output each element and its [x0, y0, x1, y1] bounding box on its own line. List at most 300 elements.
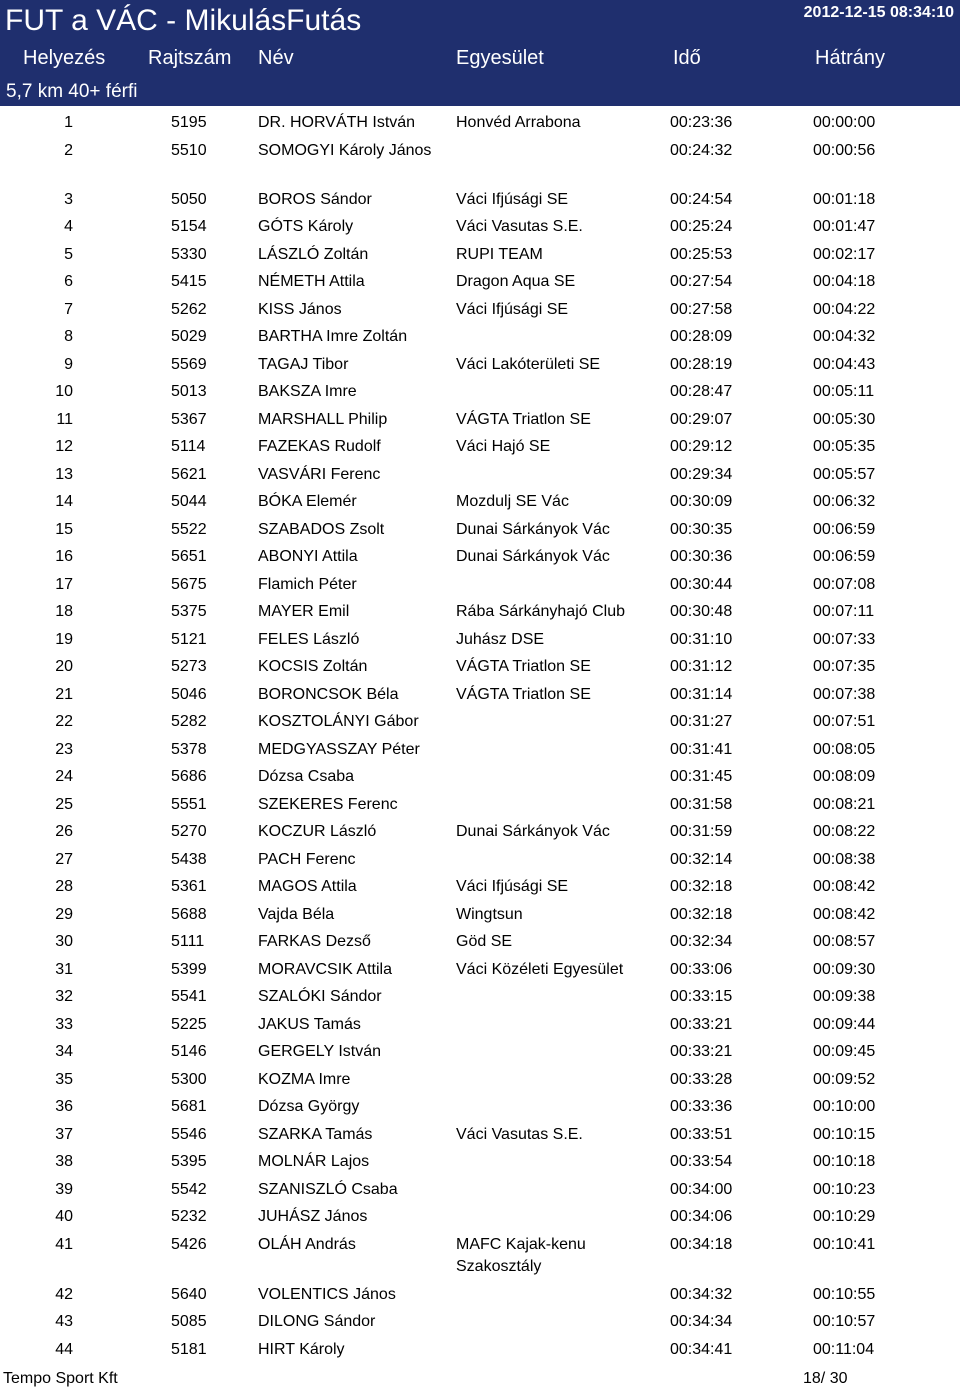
table-row	[0, 1280, 960, 1308]
time-cell: 00:29:07	[670, 410, 733, 428]
position-cell: 11	[56, 410, 73, 428]
table-row	[0, 790, 960, 818]
name-cell: PACH Ferenc	[258, 850, 356, 868]
time-cell: 00:23:36	[670, 114, 733, 131]
club-cell: Mozdulj SE Vác	[456, 493, 569, 510]
position-cell: 34	[55, 1043, 73, 1060]
time-cell: 00:31:58	[670, 795, 733, 813]
table-row	[0, 460, 960, 488]
gap-cell: 00:08:57	[813, 933, 876, 950]
bib-cell: 5510	[171, 141, 207, 159]
name-cell: SZALÓKI Sándor	[258, 988, 382, 1005]
gap-cell: 00:10:18	[813, 1153, 876, 1170]
name-cell: NÉMETH Attila	[258, 273, 365, 290]
table-row	[0, 900, 960, 928]
name-cell: KISS János	[258, 300, 342, 318]
gap-cell: 00:08:05	[813, 740, 876, 758]
table-row	[0, 405, 960, 433]
gap-cell: 00:05:11	[813, 383, 875, 400]
bib-cell: 5195	[171, 114, 207, 131]
position-cell: 18	[55, 603, 73, 620]
position-cell: 35	[55, 1070, 73, 1088]
gap-cell: 00:11:04	[813, 1340, 875, 1358]
table-row	[0, 542, 960, 570]
time-cell: 00:33:28	[670, 1070, 733, 1088]
position-cell: 36	[55, 1098, 73, 1115]
header-bar	[0, 0, 960, 106]
name-cell: MAGOS Attila	[258, 878, 357, 895]
gap-cell: 00:01:47	[813, 218, 876, 235]
table-row	[0, 845, 960, 873]
table-row	[0, 487, 960, 515]
table-row	[0, 982, 960, 1010]
table-row	[0, 1037, 960, 1065]
bib-cell: 5111	[171, 933, 205, 950]
bib-cell: 5046	[171, 685, 207, 703]
position-cell: 40	[55, 1208, 73, 1225]
table-row	[0, 1175, 960, 1203]
position-cell: 25	[55, 795, 73, 813]
time-cell: 00:33:54	[670, 1153, 733, 1170]
club-cell: Váci Vasutas S.E.	[456, 218, 583, 235]
gap-cell: 00:06:32	[813, 493, 876, 510]
bib-cell: 5415	[171, 273, 207, 290]
bib-cell: 5438	[171, 850, 207, 868]
bib-cell: 5273	[171, 658, 207, 675]
position-cell: 1	[64, 114, 73, 131]
name-cell: SZABADOS Zsolt	[258, 520, 385, 538]
gap-cell: 00:08:21	[813, 795, 876, 813]
footer-company: Tempo Sport Kft	[3, 1370, 118, 1387]
table-row	[0, 570, 960, 598]
bib-cell: 5522	[171, 520, 207, 538]
gap-cell: 00:09:52	[813, 1070, 876, 1088]
time-cell: 00:24:54	[670, 190, 733, 208]
gap-cell: 00:10:29	[813, 1208, 876, 1225]
gap-cell: 00:09:30	[813, 960, 876, 978]
club-cell: Dragon Aqua SE	[456, 273, 576, 290]
time-cell: 00:28:47	[670, 383, 733, 400]
column-header-time: Idő	[673, 47, 701, 69]
name-cell: KOZMA Imre	[258, 1070, 351, 1088]
table-row	[0, 350, 960, 378]
bib-cell: 5225	[171, 1015, 207, 1033]
time-cell: 00:28:19	[670, 355, 733, 373]
table-row	[0, 625, 960, 653]
column-header-name: Név	[258, 47, 294, 69]
bib-cell: 5378	[171, 740, 207, 758]
name-cell: HIRT Károly	[258, 1340, 345, 1358]
time-cell: 00:31:27	[670, 713, 733, 730]
gap-cell: 00:04:43	[813, 355, 876, 373]
gap-cell: 00:09:44	[813, 1015, 876, 1033]
name-cell: MORAVCSIK Attila	[258, 960, 392, 978]
position-cell: 41	[55, 1235, 73, 1253]
time-cell: 00:34:34	[670, 1313, 733, 1330]
gap-cell: 00:10:23	[813, 1180, 876, 1198]
club-cell: Dunai Sárkányok Vác	[456, 548, 610, 565]
position-cell: 24	[55, 768, 73, 785]
bib-cell: 5546	[171, 1125, 207, 1143]
gap-cell: 00:01:18	[813, 190, 876, 208]
name-cell: SZARKA Tamás	[258, 1125, 373, 1143]
gap-cell: 00:08:42	[813, 905, 876, 923]
time-cell: 00:31:10	[670, 630, 733, 648]
time-cell: 00:31:14	[670, 685, 733, 703]
position-cell: 33	[55, 1015, 73, 1033]
gap-cell: 00:07:38	[813, 685, 876, 703]
position-cell: 14	[55, 493, 73, 510]
table-row	[0, 267, 960, 295]
position-cell: 6	[64, 273, 73, 290]
time-cell: 00:29:12	[670, 438, 733, 455]
time-cell: 00:33:15	[670, 988, 733, 1005]
table-row	[0, 515, 960, 543]
name-cell: KOSZTOLÁNYI Gábor	[258, 713, 419, 730]
position-cell: 23	[55, 740, 73, 758]
bib-cell: 5367	[171, 410, 207, 428]
time-cell: 00:32:34	[670, 933, 733, 950]
table-row	[0, 817, 960, 845]
bib-cell: 5085	[171, 1313, 207, 1330]
name-cell: BÓKA Elemér	[258, 493, 357, 510]
gap-cell: 00:00:00	[813, 114, 876, 131]
gap-cell: 00:07:35	[813, 658, 876, 675]
time-cell: 00:30:09	[670, 493, 733, 510]
position-cell: 26	[55, 823, 73, 840]
name-cell: TAGAJ Tibor	[258, 355, 349, 373]
gap-cell: 00:10:00	[813, 1098, 876, 1115]
table-row	[0, 1147, 960, 1175]
gap-cell: 00:08:22	[813, 823, 876, 840]
position-cell: 13	[55, 465, 73, 483]
position-cell: 7	[64, 300, 73, 318]
gap-cell: 00:06:59	[813, 520, 876, 538]
club-cell: Juhász DSE	[456, 630, 545, 648]
position-cell: 4	[64, 218, 73, 235]
name-cell: SOMOGYI Károly János	[258, 141, 432, 159]
gap-cell: 00:07:51	[813, 713, 876, 730]
time-cell: 00:31:45	[670, 768, 733, 785]
name-cell: JUHÁSZ János	[258, 1208, 368, 1225]
club-cell: Váci Ifjúsági SE	[456, 190, 569, 208]
position-cell: 22	[55, 713, 73, 730]
bib-cell: 5541	[171, 988, 207, 1005]
gap-cell: 00:04:22	[813, 300, 876, 318]
position-cell: 42	[55, 1285, 73, 1303]
club-cell: Váci Lakóterületi SE	[456, 355, 601, 373]
gap-cell: 00:08:42	[813, 878, 876, 895]
category-label: 5,7 km 40+ férfi	[6, 81, 138, 102]
time-cell: 00:30:36	[670, 548, 733, 565]
time-cell: 00:30:35	[670, 520, 733, 538]
name-cell: DR. HORVÁTH István	[258, 114, 416, 131]
bib-cell: 5282	[171, 713, 207, 730]
bib-cell: 5044	[171, 493, 207, 510]
bib-cell: 5050	[171, 190, 207, 208]
club-cell: VÁGTA Triatlon SE	[456, 410, 591, 428]
table-row	[0, 735, 960, 763]
gap-cell: 00:07:11	[813, 603, 875, 620]
time-cell: 00:31:12	[670, 658, 733, 675]
club-cell: Váci Vasutas S.E.	[456, 1125, 583, 1143]
gap-cell: 00:07:33	[813, 630, 876, 648]
time-cell: 00:27:58	[670, 300, 733, 318]
table-row	[0, 212, 960, 240]
time-cell: 00:25:53	[670, 245, 733, 263]
bib-cell: 5542	[171, 1180, 207, 1198]
bib-cell: 5330	[171, 245, 207, 263]
table-row	[0, 432, 960, 460]
bib-cell: 5681	[171, 1098, 207, 1115]
position-cell: 5	[64, 245, 73, 263]
timestamp: 2012-12-15 08:34:10	[803, 4, 954, 21]
bib-cell: 5232	[171, 1208, 207, 1225]
position-cell: 38	[55, 1153, 73, 1170]
position-cell: 30	[55, 933, 73, 950]
bib-cell: 5121	[171, 630, 207, 648]
results-table	[0, 108, 960, 1362]
page-title: FUT a VÁC - MikulásFutás	[5, 4, 362, 37]
position-cell: 3	[64, 190, 73, 208]
name-cell: JAKUS Tamás	[258, 1015, 361, 1033]
name-cell: GÓTS Károly	[258, 218, 354, 235]
bib-cell: 5395	[171, 1153, 207, 1170]
time-cell: 00:33:51	[670, 1125, 733, 1143]
club-cell: Göd SE	[456, 933, 513, 950]
position-cell: 44	[55, 1340, 73, 1358]
bib-cell: 5686	[171, 768, 207, 785]
position-cell: 27	[55, 850, 73, 868]
time-cell: 00:24:32	[670, 141, 733, 159]
bib-cell: 5270	[171, 823, 207, 840]
name-cell: KOCSIS Zoltán	[258, 658, 368, 675]
bib-cell: 5426	[171, 1235, 207, 1253]
club-cell: Váci Hajó SE	[456, 438, 551, 455]
table-row	[0, 1010, 960, 1038]
table-row	[0, 377, 960, 405]
bib-cell: 5181	[171, 1340, 207, 1358]
table-row	[0, 1307, 960, 1335]
position-cell: 21	[55, 685, 73, 703]
club-cell: RUPI TEAM	[456, 245, 543, 263]
name-cell: MOLNÁR Lajos	[258, 1153, 370, 1170]
club-cell: VÁGTA Triatlon SE	[456, 658, 591, 675]
name-cell: VOLENTICS János	[258, 1285, 396, 1303]
column-header-club: Egyesület	[456, 47, 544, 69]
position-cell: 9	[64, 355, 73, 373]
bib-cell: 5640	[171, 1285, 207, 1303]
time-cell: 00:34:41	[670, 1340, 733, 1358]
time-cell: 00:34:18	[670, 1235, 733, 1253]
time-cell: 00:31:59	[670, 823, 733, 840]
bib-cell: 5675	[171, 575, 207, 593]
name-cell: VASVÁRI Ferenc	[258, 465, 381, 483]
position-cell: 8	[64, 328, 73, 345]
name-cell: BORONCSOK Béla	[258, 685, 399, 703]
bib-cell: 5621	[171, 465, 207, 483]
gap-cell: 00:09:45	[813, 1043, 876, 1060]
table-row	[0, 872, 960, 900]
page-number: 18/ 30	[803, 1370, 848, 1387]
name-cell: ABONYI Attila	[258, 548, 358, 565]
bib-cell: 5262	[171, 300, 207, 318]
club-cell: Dunai Sárkányok Vác	[456, 520, 610, 538]
table-row	[0, 1120, 960, 1148]
gap-cell: 00:05:57	[813, 465, 876, 483]
club-cell: Váci Közéleti Egyesület	[456, 960, 624, 978]
gap-cell: 00:05:30	[813, 410, 876, 428]
position-cell: 32	[55, 988, 73, 1005]
position-cell: 17	[55, 575, 73, 593]
gap-cell: 00:10:41	[813, 1235, 876, 1253]
name-cell: OLÁH András	[258, 1235, 356, 1253]
time-cell: 00:31:41	[670, 740, 733, 758]
table-row	[0, 762, 960, 790]
position-cell: 2	[64, 141, 73, 159]
time-cell: 00:32:18	[670, 878, 733, 895]
club-cell: Dunai Sárkányok Vác	[456, 823, 610, 840]
name-cell: Dózsa György	[258, 1098, 360, 1115]
position-cell: 10	[55, 383, 73, 400]
table-row	[0, 185, 960, 213]
gap-cell: 00:04:18	[813, 273, 876, 290]
time-cell: 00:25:24	[670, 218, 733, 235]
position-cell: 12	[55, 438, 73, 455]
position-cell: 31	[55, 960, 73, 978]
gap-cell: 00:06:59	[813, 548, 876, 565]
name-cell: BARTHA Imre Zoltán	[258, 328, 408, 345]
time-cell: 00:33:21	[670, 1043, 733, 1060]
time-cell: 00:34:00	[670, 1180, 733, 1198]
bib-cell: 5375	[171, 603, 207, 620]
name-cell: MARSHALL Philip	[258, 410, 388, 428]
time-cell: 00:34:06	[670, 1208, 733, 1225]
gap-cell: 00:10:55	[813, 1285, 876, 1303]
position-cell: 19	[55, 630, 73, 648]
table-row	[0, 295, 960, 323]
name-cell: LÁSZLÓ Zoltán	[258, 245, 369, 263]
position-cell: 39	[55, 1180, 73, 1198]
gap-cell: 00:05:35	[813, 438, 876, 455]
time-cell: 00:30:48	[670, 603, 733, 620]
bib-cell: 5114	[171, 438, 206, 455]
time-cell: 00:33:06	[670, 960, 733, 978]
bib-cell: 5551	[171, 795, 207, 813]
time-cell: 00:33:36	[670, 1098, 733, 1115]
table-row	[0, 955, 960, 983]
time-cell: 00:32:14	[670, 850, 733, 868]
club-cell: Váci Ifjúsági SE	[456, 300, 569, 318]
name-cell: DILONG Sándor	[258, 1313, 376, 1330]
bib-cell: 5013	[171, 383, 207, 400]
gap-cell: 00:10:57	[813, 1313, 876, 1330]
bib-cell: 5651	[171, 548, 207, 565]
name-cell: MEDGYASSZAY Péter	[258, 740, 420, 758]
table-row	[0, 707, 960, 735]
table-row	[0, 927, 960, 955]
gap-cell: 00:07:08	[813, 575, 876, 593]
position-cell: 29	[55, 905, 73, 923]
bib-cell: 5154	[171, 218, 207, 235]
position-cell: 15	[55, 520, 73, 538]
name-cell: SZEKERES Ferenc	[258, 795, 398, 813]
name-cell: KOCZUR László	[258, 823, 377, 840]
position-cell: 37	[55, 1125, 73, 1143]
position-cell: 28	[55, 878, 73, 895]
position-cell: 16	[55, 548, 73, 565]
table-row	[0, 136, 960, 185]
bib-cell: 5029	[171, 328, 207, 345]
name-cell: Flamich Péter	[258, 575, 357, 593]
time-cell: 00:30:44	[670, 575, 733, 593]
club-cell: Váci Ifjúsági SE	[456, 878, 569, 895]
time-cell: 00:28:09	[670, 328, 733, 345]
name-cell: GERGELY István	[258, 1043, 382, 1060]
gap-cell: 00:00:56	[813, 141, 876, 159]
table-row	[0, 108, 960, 136]
gap-cell: 00:08:09	[813, 768, 876, 785]
name-cell: FARKAS Dezső	[258, 933, 371, 950]
bib-cell: 5361	[171, 878, 207, 895]
bib-cell: 5569	[171, 355, 207, 373]
bib-cell: 5399	[171, 960, 207, 978]
time-cell: 00:34:32	[670, 1285, 733, 1303]
time-cell: 00:33:21	[670, 1015, 733, 1033]
position-cell: 43	[55, 1313, 73, 1330]
position-cell: 20	[55, 658, 73, 675]
table-row	[0, 322, 960, 350]
time-cell: 00:29:34	[670, 465, 733, 483]
table-row	[0, 1065, 960, 1093]
time-cell: 00:27:54	[670, 273, 733, 290]
club-cell: Wingtsun	[456, 905, 523, 923]
club-cell: MAFC Kajak-kenu Szakosztály	[456, 1235, 586, 1275]
column-header-gap: Hátrány	[815, 47, 886, 69]
gap-cell: 00:04:32	[813, 328, 876, 345]
table-row	[0, 1092, 960, 1120]
table-row	[0, 240, 960, 268]
column-header-bib: Rajtszám	[148, 47, 232, 69]
gap-cell: 00:08:38	[813, 850, 876, 868]
club-cell: Rába Sárkányhajó Club	[456, 603, 625, 620]
table-row	[0, 1202, 960, 1230]
gap-cell: 00:02:17	[813, 245, 876, 263]
name-cell: Vajda Béla	[258, 905, 335, 923]
name-cell: MAYER Emil	[258, 603, 350, 620]
table-row	[0, 1335, 960, 1363]
column-header-position: Helyezés	[23, 47, 106, 69]
gap-cell: 00:09:38	[813, 988, 876, 1005]
name-cell: Dózsa Csaba	[258, 768, 355, 785]
table-row	[0, 652, 960, 680]
club-cell: VÁGTA Triatlon SE	[456, 685, 591, 703]
club-cell: Honvéd Arrabona	[456, 114, 581, 131]
table-row	[0, 597, 960, 625]
name-cell: BAKSZA Imre	[258, 383, 357, 400]
time-cell: 00:32:18	[670, 905, 733, 923]
name-cell: FELES László	[258, 630, 360, 648]
name-cell: FAZEKAS Rudolf	[258, 438, 381, 455]
name-cell: SZANISZLÓ Csaba	[258, 1180, 398, 1198]
table-row	[0, 1230, 960, 1280]
name-cell: BOROS Sándor	[258, 190, 372, 208]
bib-cell: 5300	[171, 1070, 207, 1088]
table-row	[0, 680, 960, 708]
bib-cell: 5146	[171, 1043, 207, 1060]
bib-cell: 5688	[171, 905, 207, 923]
gap-cell: 00:10:15	[813, 1125, 876, 1143]
